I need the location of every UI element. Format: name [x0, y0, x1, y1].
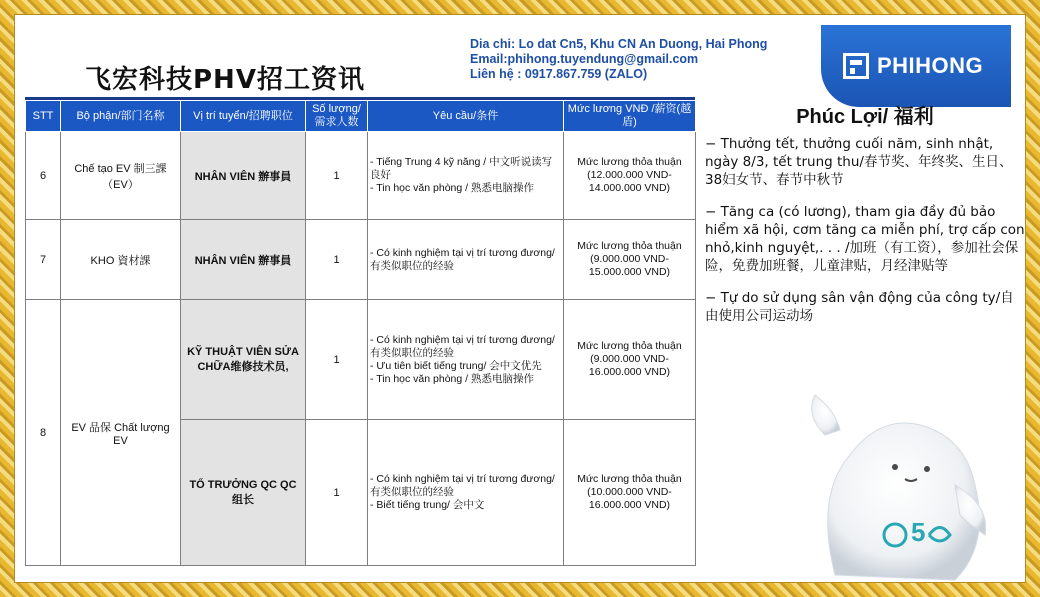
- contact-info: [470, 37, 767, 82]
- cell-requirements: [368, 300, 564, 420]
- cell-qty: 1: [306, 300, 368, 420]
- cell-stt: 8: [26, 300, 61, 566]
- cell-qty: 1: [306, 132, 368, 220]
- cell-requirements: [368, 220, 564, 300]
- benefits-title: Phúc Lợi/ 福利: [796, 106, 934, 128]
- cell-position: NHÂN VIÊN 辦事員: [181, 132, 306, 220]
- cell-stt: 6: [26, 132, 61, 220]
- cell-dept: KHO 資材課: [61, 220, 181, 300]
- poster-title: 飞宏科技PHV招工资讯: [85, 65, 365, 95]
- phihong-logo: [821, 25, 1011, 107]
- cell-salary: Mức lương thỏa thuận (9.000.000 VND- 16.000.000 VND): [564, 300, 696, 420]
- cell-requirements: [368, 420, 564, 566]
- recruitment-poster: [14, 14, 1026, 583]
- email-text[interactable]: Email:phihong.tuyendung@gmail.com: [470, 52, 699, 66]
- job-table: [25, 100, 696, 566]
- phihong-logo-icon: [843, 53, 869, 79]
- header-salary: Mức lương VNĐ /薪资(越盾): [564, 101, 696, 132]
- benefit-item: − Thưởng tết, thưởng cuối năm, sinh nhật, ngày 8/3, tết trung thu/春节奖、年终奖、生日、38妇女节、春节中秋节: [705, 136, 1013, 188]
- benefits-panel: [695, 100, 1025, 339]
- cell-position: KỸ THUẬT VIÊN SỬA CHỮA维修技术员,: [181, 300, 306, 420]
- requirement-line: - Tin học văn phòng / 熟悉电脑操作: [370, 372, 534, 385]
- benefit-item: − Tăng ca (có lương), tham gia đầy đủ bảo hiểm xã hội, cơm tăng ca miễn phí, trợ cấp con nhỏ,kinh nguyệt,. . . /加班（有工资），参加社会保险，免费加班餐，儿童津贴，月经津贴等: [705, 204, 1025, 274]
- cell-dept: Chế tạo EV 制三課（EV）: [61, 132, 181, 220]
- header-position: Vị trí tuyển/招聘职位: [181, 101, 306, 132]
- requirement-line: - Ưu tiên biết tiếng trung/ 会中文优先: [370, 359, 542, 372]
- table-row: [26, 220, 696, 300]
- mascot-image: [795, 375, 1005, 583]
- cell-qty: 1: [306, 220, 368, 300]
- requirement-line: - Có kinh nghiệm tại vị trí tương đương/ 有类似职位的经验: [370, 473, 555, 498]
- requirement-line: - Biết tiếng trung/ 会中文: [370, 499, 485, 511]
- benefit-item: − Tự do sử dụng sân vận động của công ty/自由使用公司运动场: [705, 290, 1014, 324]
- cell-dept: EV 品保 Chất lượng EV: [61, 300, 181, 566]
- requirement-line: - Có kinh nghiệm tại vị trí tương đương/ 有类似职位的经验: [370, 333, 555, 359]
- cell-salary: Mức lương thỏa thuận (12.000.000 VND- 14.000.000 VND): [564, 132, 696, 220]
- address-text: Dia chi: Lo dat Cn5, Khu CN An Duong, Hai Phong: [470, 37, 768, 51]
- cell-salary: Mức lương thỏa thuận (9.000.000 VND- 15.000.000 VND): [564, 220, 696, 300]
- cell-salary: Mức lương thỏa thuận (10.000.000 VND- 16.000.000 VND): [564, 420, 696, 566]
- header-dept: Bộ phận/部门名称: [61, 101, 181, 132]
- requirement-line: - Có kinh nghiệm tại vị trí tương đương/ 有类似职位的经验: [370, 246, 555, 272]
- requirement-line: - Tiếng Trung 4 kỹ năng / 中文听说读写良好: [370, 156, 553, 181]
- table-row: [26, 300, 696, 420]
- cell-position: TỔ TRƯỞNG QC QC组长: [181, 420, 306, 566]
- header-stt: STT: [26, 101, 61, 132]
- header-qty: Số lượng/ 需求人数: [306, 101, 368, 132]
- logo-text: PHIHONG: [877, 53, 984, 78]
- table-header-row: [26, 101, 696, 132]
- cell-qty: 1: [306, 420, 368, 566]
- table-row: [26, 132, 696, 220]
- mascot-badge: 5: [911, 517, 926, 547]
- phone-text[interactable]: Liên hệ : 0917.867.759 (ZALO): [470, 67, 648, 81]
- requirement-line: - Tin học văn phòng / 熟悉电脑操作: [370, 182, 534, 194]
- cell-requirements: [368, 132, 564, 220]
- cell-position: NHÂN VIÊN 辦事員: [181, 220, 306, 300]
- header-req: Yêu cầu/条件: [368, 101, 564, 132]
- cell-stt: 7: [26, 220, 61, 300]
